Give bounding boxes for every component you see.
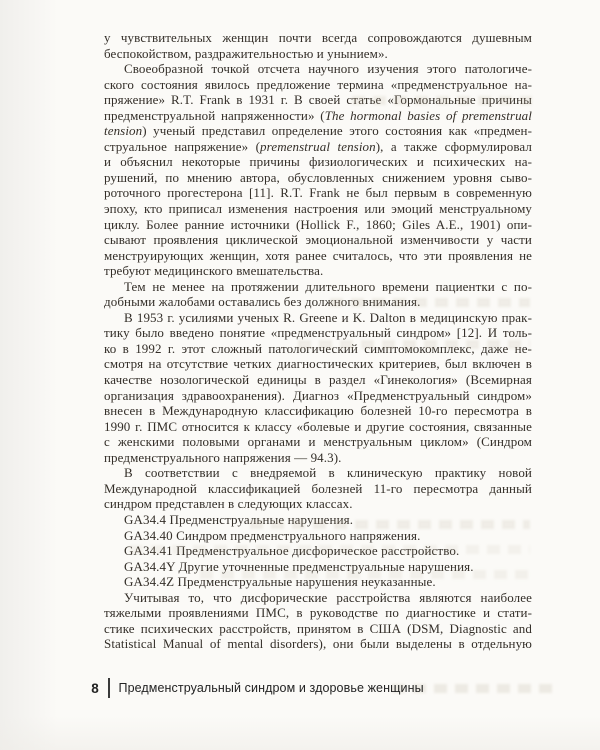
text-line: внесен в Международную классификацию болезней 10-го пересмотра в: [104, 403, 532, 419]
text-line: GA34.4Z Предменструальные нарушения неуказанные.: [124, 574, 436, 590]
text-line: Учитывая то, что дисфорические расстройства являются наиболее: [124, 589, 532, 605]
page-footer: [88, 678, 424, 698]
text-line: Тем не менее на протяжении длительного времени пациентки с по-: [124, 278, 532, 294]
text-line: предменструальной напряженности» (The hormonal basies of premenstrual: [104, 107, 532, 123]
text-line: и объяснил некоторые причины физиологических и психических на-: [104, 154, 532, 170]
text-line: тяжелыми проявлениями ПМС, в руководстве по диагностике и стати-: [104, 605, 532, 621]
text-line: В 1953 г. усилиями ученых R. Greene и K. Dalton в медицинскую прак-: [124, 309, 532, 325]
text-line: ко в 1992 г. этот сложный патологический симптомокомплекс, даже не-: [104, 340, 532, 356]
text-line: тику было введено понятие «предменструальный синдром» [12]. И толь-: [104, 325, 532, 341]
running-title: Предменструальный синдром и здоровье женщины: [118, 681, 424, 695]
text-line: Statistical Manual of mental disorders), они были выделены в отдельную: [104, 636, 532, 652]
text-line: GA34.40 Синдром предменструального напряжения.: [124, 527, 421, 543]
body-text: [104, 30, 532, 652]
page-number: 8: [91, 680, 99, 696]
text-line: сывают проявления циклической эмоциональной изменчивости у части: [104, 232, 532, 248]
text-line: смотря на отсутствие четких диагностических критериев, был включен в: [104, 356, 532, 372]
text-line: ского состояния явилось предложение термина «предменструальное на-: [104, 76, 532, 92]
text-line: В соответствии с внедряемой в клиническую практику новой: [124, 465, 532, 481]
text-line: пряжение» R.T. Frank в 1931 г. В своей статье «Гормональные причины: [104, 92, 532, 108]
text-line: у чувствительных женщин почти всегда сопровождаются душевным: [104, 30, 532, 45]
text-line: струальное напряжение» (premenstrual tension), а также сформулировал: [104, 138, 532, 154]
text-line: GA34.4 Предменструальные нарушения.: [124, 511, 354, 527]
text-line: рушений, по мнению автора, обусловленных снижением уровня сыво-: [104, 169, 532, 185]
text-line: организация здравоохранения). Диагноз «Предменструальный синдром»: [104, 387, 532, 403]
text-line: беспокойством, раздражительностью и унынием».: [104, 45, 388, 61]
text-line: синдром представлен в следующих классах.: [104, 496, 353, 512]
text-line: эпоху, кто приписал изменения настроения или эмоций менструальному: [104, 201, 532, 217]
text-line: Международной классификацией болезней 11-го пересмотра данный: [104, 480, 532, 496]
text-line: предменструального напряжения — 94.3).: [104, 449, 342, 465]
text-line: стике психических расстройств, принятом в США (DSM, Diagnostic and: [104, 620, 532, 636]
text-line: роточного прогестерона [11]. R.T. Frank не был первым в современную: [104, 185, 532, 201]
text-line: с женскими половыми органами и менструальным циклом» (Синдром: [104, 434, 532, 450]
text-line: GA34.4Y Другие уточненные предменструальные нарушения.: [124, 558, 474, 574]
text-line: циклу. Более ранние источники (Hollick F., 1860; Giles A.E., 1901) опи-: [104, 216, 532, 232]
text-line: GA34.41 Предменструальное дисфорическое расстройство.: [124, 543, 460, 559]
text-line: менструирующих женщин, хотя ранее считалось, что эти проявления не: [104, 247, 532, 263]
footer-divider: [108, 678, 110, 698]
text-line: 1990 г. ПМС относится к классу «болевые и другие состояния, связанные: [104, 418, 532, 434]
text-line: добными жалобами оставались без должного внимания.: [104, 294, 421, 310]
text-line: Своеобразной точкой отсчета научного изучения этого патологиче-: [124, 61, 532, 77]
text-line: tension) ученый представил определение этого состояния как «предмен-: [104, 123, 532, 139]
text-line: требуют медицинского вмешательства.: [104, 263, 324, 279]
text-line: качестве нозологической единицы в раздел «Гинекология» (Всемирная: [104, 372, 532, 388]
